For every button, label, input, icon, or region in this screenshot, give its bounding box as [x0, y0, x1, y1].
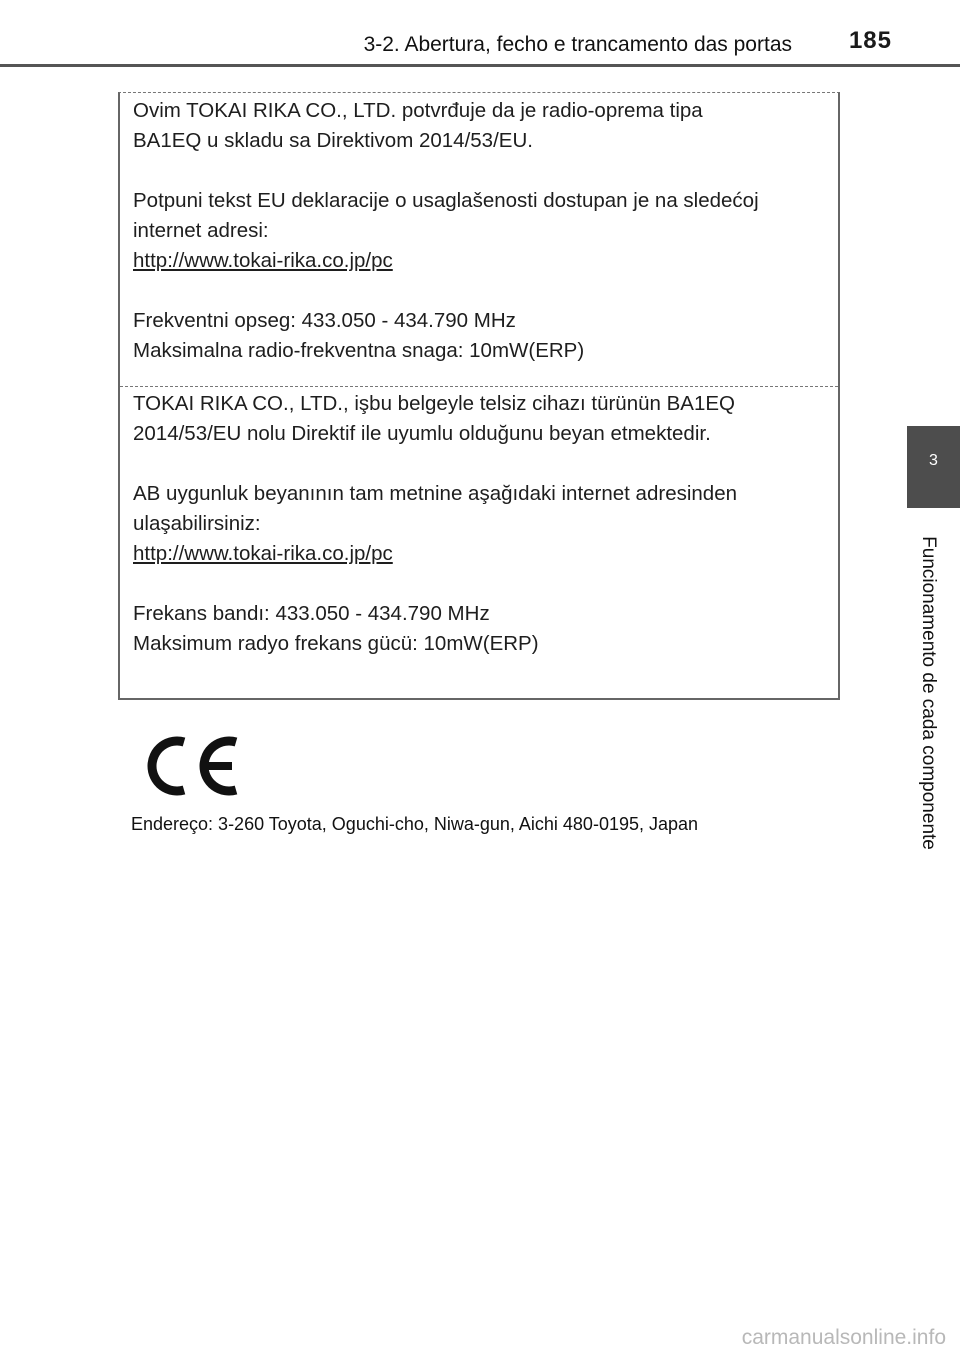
text-line: BA1EQ u skladu sa Direktivom 2014/53/EU.	[133, 129, 533, 152]
declaration-turkish	[120, 388, 838, 698]
ce-mark-icon	[142, 733, 242, 799]
chapter-title: Funcionamento de cada componente	[918, 535, 939, 850]
declaration-link[interactable]: http://www.tokai-rika.co.jp/pc	[133, 542, 393, 565]
page-number: 185	[848, 27, 892, 54]
manufacturer-address: Endereço: 3-260 Toyota, Oguchi-cho, Niwa-gun, Aichi 480-0195, Japan	[131, 814, 699, 834]
paragraph	[133, 389, 838, 449]
text-line: Frekans bandı: 433.050 - 434.790 MHz	[133, 602, 490, 625]
section-divider	[120, 386, 838, 387]
text-line: Ovim TOKAI RIKA CO., LTD. potvrđuje da je radio-oprema tipa	[133, 99, 703, 122]
section-title: 3-2. Abertura, fecho e trancamento das portas	[363, 33, 792, 56]
paragraph	[133, 479, 838, 569]
chapter-title-vertical	[893, 520, 960, 865]
paragraph	[133, 186, 838, 276]
paragraph	[133, 96, 838, 156]
declaration-serbian	[120, 93, 838, 386]
text-line: Maksimum radyo frekans gücü: 10mW(ERP)	[133, 632, 539, 655]
text-line: Maksimalna radio-frekventna snaga: 10mW(ERP)	[133, 339, 585, 362]
text-line: ulaşabilirsiniz:	[133, 512, 261, 535]
text-line: 2014/53/EU nolu Direktif ile uyumlu olduğunu beyan etmektedir.	[133, 422, 711, 445]
declaration-link[interactable]: http://www.tokai-rika.co.jp/pc	[133, 249, 393, 272]
paragraph	[133, 306, 838, 366]
text-line: internet adresi:	[133, 219, 269, 242]
text-line: TOKAI RIKA CO., LTD., işbu belgeyle telsiz cihazı türünün BA1EQ	[133, 392, 735, 415]
text-line: Frekventni opseg: 433.050 - 434.790 MHz	[133, 309, 516, 332]
declaration-box	[118, 92, 840, 700]
watermark: carmanualsonline.info	[741, 1326, 946, 1349]
page-header	[0, 0, 960, 66]
text-line: AB uygunluk beyanının tam metnine aşağıdaki internet adresinden	[133, 482, 737, 505]
chapter-tab	[907, 426, 960, 508]
text-line: Potpuni tekst EU deklaracije o usaglašenosti dostupan je na sledećoj	[133, 189, 759, 212]
chapter-number: 3	[929, 452, 938, 469]
paragraph	[133, 599, 838, 659]
header-divider	[0, 64, 960, 67]
